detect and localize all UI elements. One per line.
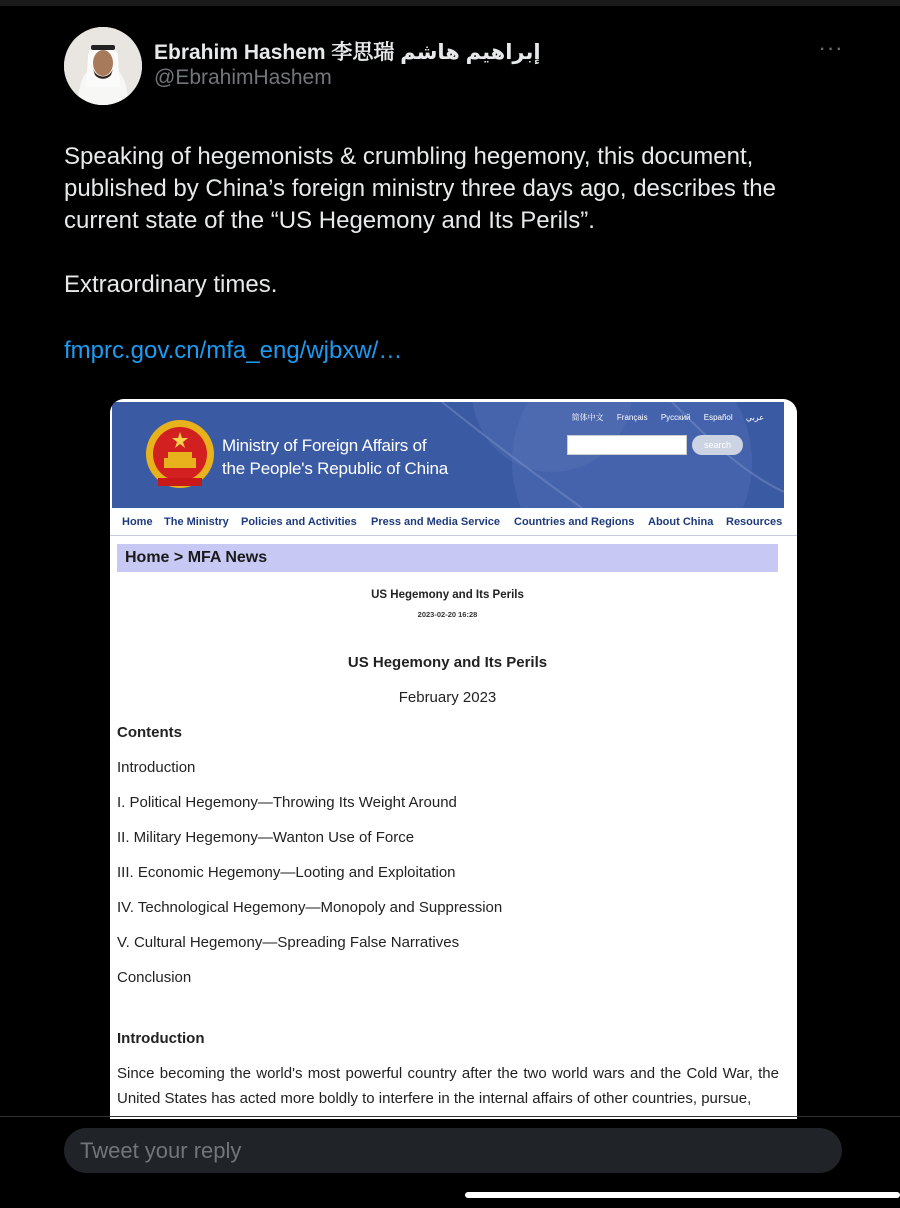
author-handle[interactable]: @EbrahimHashem: [154, 66, 332, 89]
introduction-text: Since becoming the world's most powerful country after the two world wars and the Cold War, the United States has acted more boldly to interfere in the internal affairs of other countries, pursue,: [117, 1065, 779, 1107]
nav-resources[interactable]: Resources: [726, 516, 783, 528]
contents-item: III. Economic Hegemony—Looting and Exploitation: [117, 864, 456, 881]
author-avatar[interactable]: [64, 27, 142, 105]
contents-heading: Contents: [117, 724, 182, 741]
document-heading: US Hegemony and Its Perils: [347, 654, 548, 671]
nav-home[interactable]: Home: [122, 516, 153, 528]
tweet-text: [64, 141, 824, 237]
top-edge: [0, 0, 900, 6]
nav-policies[interactable]: Policies and Activities: [241, 516, 357, 528]
article-timestamp: 2023-02-20 16:28: [417, 610, 478, 619]
attached-screenshot[interactable]: [110, 399, 797, 1119]
nav-press[interactable]: Press and Media Service: [371, 516, 501, 528]
site-title[interactable]: [222, 434, 448, 480]
reply-placeholder: Tweet your reply: [80, 1138, 242, 1163]
site-title-line2: the People's Republic of China: [222, 459, 448, 478]
nav-countries[interactable]: Countries and Regions: [514, 516, 635, 528]
reply-divider: [0, 1116, 900, 1117]
nav-the-ministry[interactable]: The Ministry: [164, 516, 229, 528]
tweet-paragraph-2: Extraordinary times.: [64, 271, 278, 298]
lang-french[interactable]: Français: [616, 413, 648, 422]
site-banner: [112, 402, 784, 508]
contents-item: Conclusion: [117, 969, 192, 986]
lang-chinese[interactable]: 简体中文: [571, 413, 604, 422]
contents-item: II. Military Hegemony—Wanton Use of Force: [117, 829, 415, 846]
site-search-button[interactable]: search: [692, 435, 743, 455]
breadcrumb[interactable]: Home > MFA News: [117, 544, 778, 572]
contents-item: IV. Technological Hegemony—Monopoly and Suppression: [117, 899, 503, 916]
more-options-icon[interactable]: ···: [818, 35, 844, 60]
lang-russian[interactable]: Русский: [660, 413, 691, 422]
site-search-input[interactable]: [567, 435, 687, 455]
contents-item: Introduction: [117, 759, 196, 776]
contents-item: V. Cultural Hegemony—Spreading False Narratives: [117, 934, 460, 951]
site-nav: [110, 509, 797, 536]
national-emblem-icon: [146, 420, 214, 488]
lang-spanish[interactable]: Español: [703, 413, 733, 422]
home-indicator[interactable]: [465, 1192, 900, 1198]
article-title: US Hegemony and Its Perils: [371, 589, 524, 601]
nav-about-china[interactable]: About China: [648, 516, 714, 528]
lang-arabic[interactable]: عربي: [745, 413, 764, 422]
tweet-link[interactable]: fmprc.gov.cn/mfa_eng/wjbxw/…: [64, 337, 403, 364]
tweet-paragraph-1: Speaking of hegemonists & crumbling hegemony, this document, published by China’s foreign ministry three days ago, describes the current state of the “US Hegemony and Its Perils”.: [64, 143, 776, 234]
introduction-heading: Introduction: [117, 1030, 205, 1047]
contents-item: I. Political Hegemony—Throwing Its Weight Around: [117, 794, 457, 811]
site-title-line1: Ministry of Foreign Affairs of: [222, 436, 427, 455]
reply-input[interactable]: [64, 1128, 842, 1173]
author-name[interactable]: Ebrahim Hashem 李思瑞 إبراهيم هاشم: [154, 41, 541, 64]
language-links: [561, 412, 764, 423]
document-date: February 2023: [398, 689, 497, 706]
